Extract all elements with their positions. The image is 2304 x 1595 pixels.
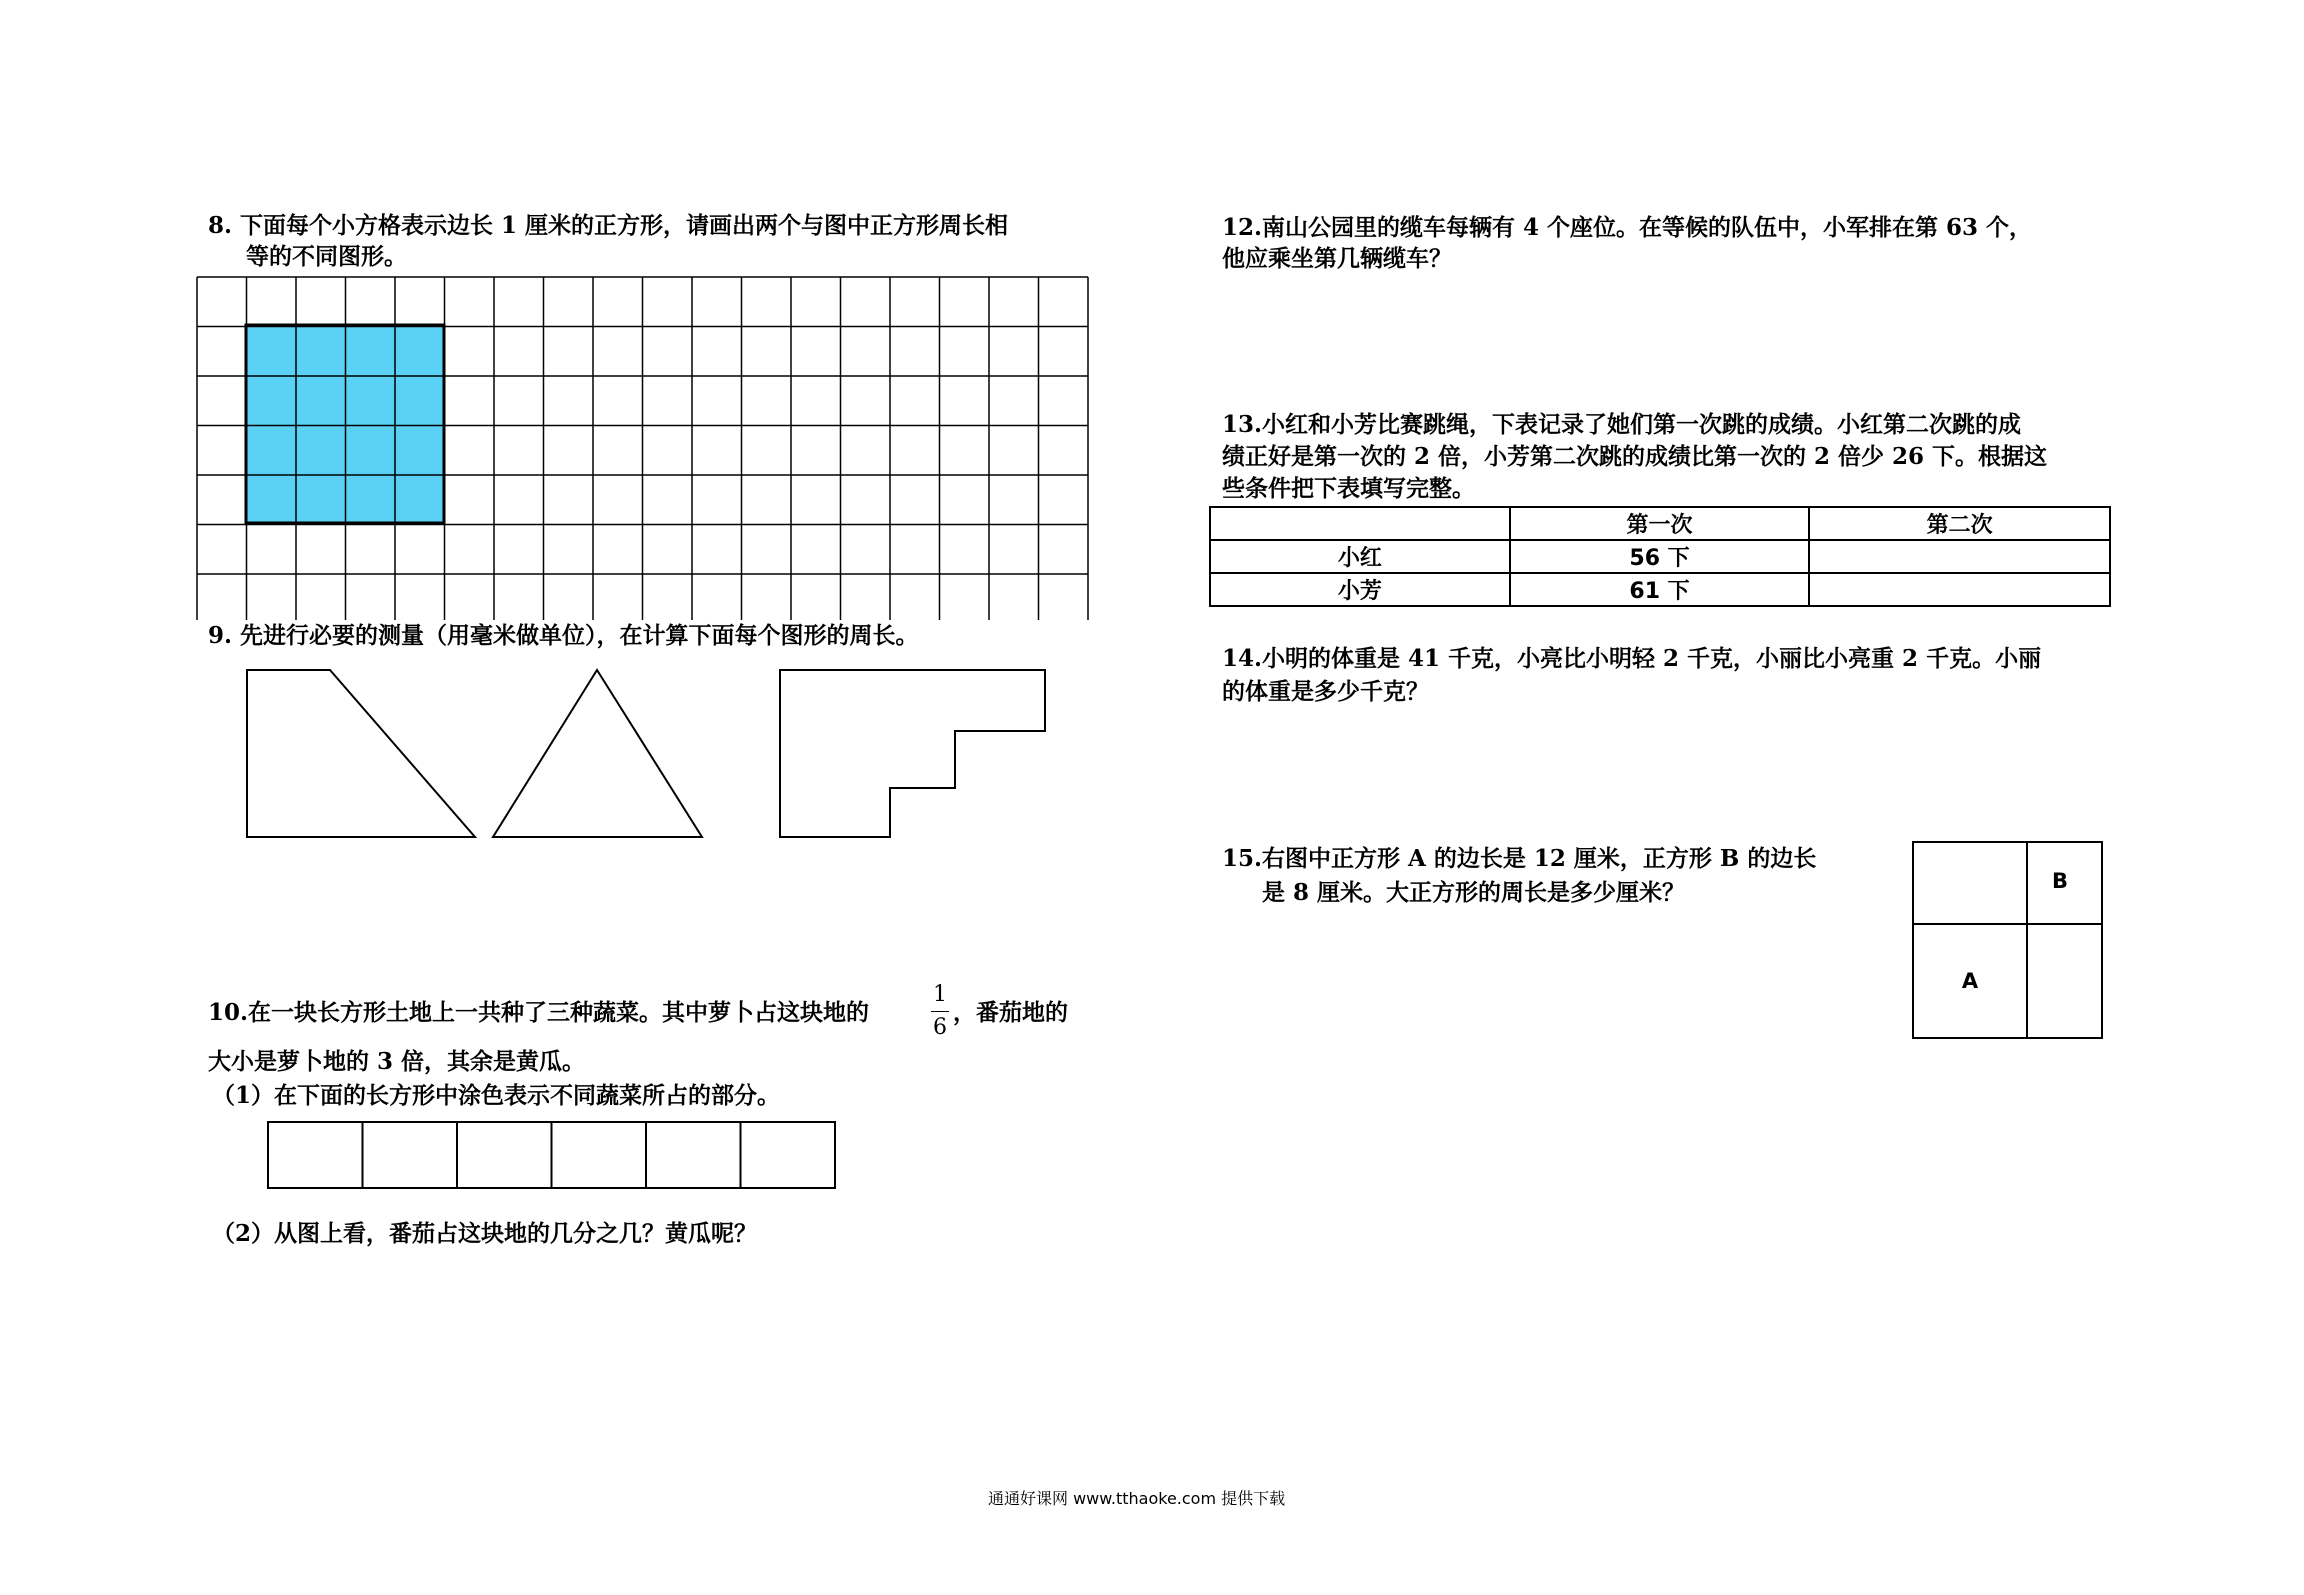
q10-fraction-denominator: 6 (933, 1015, 947, 1040)
q14-text-line2: 的体重是多少千克？ (1222, 678, 1429, 705)
strip-cell[interactable] (741, 1122, 836, 1188)
q15-text-line1: 15.右图中正方形 A 的边长是 12 厘米，正方形 B 的边长 (1222, 845, 1817, 872)
q8-grid (196, 276, 1101, 620)
q10-strip-cells (268, 1122, 835, 1188)
strip-cell[interactable] (363, 1122, 458, 1188)
strip-cell[interactable] (457, 1122, 552, 1188)
q12-text-line1: 12.南山公园里的缆车每辆有 4 个座位。在等候的队伍中，小军排在第 63 个， (1222, 214, 2033, 241)
q15-label-b: B (2051, 869, 2069, 893)
q13-score-table (1209, 506, 2111, 607)
table-cell-second[interactable] (1809, 540, 2110, 573)
q8-text-line1: 8. 下面每个小方格表示边长 1 厘米的正方形，请画出两个与图中正方形周长相 (208, 212, 1009, 239)
q10-fraction-numerator: 1 (933, 982, 947, 1007)
q12-text-line2: 他应乘坐第几辆缆车？ (1222, 245, 1452, 272)
table-row (1210, 540, 2110, 573)
q15-label-a: A (1961, 969, 1979, 993)
q13-text-line1: 13.小红和小芳比赛跳绳，下表记录了她们第一次跳的成绩。小红第二次跳的成 (1222, 411, 2022, 438)
q13-text-line3: 些条件把下表填写完整。 (1222, 475, 1475, 502)
table-row (1210, 573, 2110, 606)
q9-text: 9. 先进行必要的测量（用毫米做单位），在计算下面每个图形的周长。 (208, 622, 919, 649)
table-cell-first: 56 下 (1510, 540, 1810, 573)
strip-cell[interactable] (646, 1122, 741, 1188)
strip-cell[interactable] (268, 1122, 363, 1188)
q9-trapezoid-shape (247, 670, 475, 837)
q10-fraction-bar (931, 1011, 949, 1012)
table-header-cell (1210, 507, 1510, 540)
table-header-row (1210, 507, 2110, 540)
q10-sub1: （1）在下面的长方形中涂色表示不同蔬菜所占的部分。 (212, 1082, 781, 1109)
table-header-cell: 第一次 (1510, 507, 1810, 540)
strip-cell[interactable] (552, 1122, 647, 1188)
q10-text-line1b: ，番茄地的 (953, 999, 1068, 1026)
table-cell-name: 小红 (1210, 540, 1510, 573)
q10-strip (266, 1120, 842, 1192)
q15-squares-figure (1910, 840, 2106, 1040)
q9-shapes (240, 665, 1070, 845)
q10-text-line1a: 10.在一块长方形土地上一共种了三种蔬菜。其中萝卜占这块地的 (208, 999, 870, 1026)
q8-text-line2: 等的不同图形。 (246, 243, 407, 270)
table-cell-name: 小芳 (1210, 573, 1510, 606)
footer-text: 通通好课网 www.tthaoke.com 提供下载 (988, 1489, 1286, 1508)
q9-triangle-shape (493, 670, 702, 837)
q9-staircase-shape (780, 670, 1045, 837)
table-header-cell: 第二次 (1809, 507, 2110, 540)
table-cell-first: 61 下 (1510, 573, 1810, 606)
q10-sub2: （2）从图上看，番茄占这块地的几分之几？黄瓜呢？ (212, 1220, 758, 1247)
q13-text-line2: 绩正好是第一次的 2 倍，小芳第二次跳的成绩比第一次的 2 倍少 26 下。根据这 (1222, 443, 2048, 470)
q10-text-line2: 大小是萝卜地的 3 倍，其余是黄瓜。 (208, 1048, 586, 1075)
q15-text-line2: 是 8 厘米。大正方形的周长是多少厘米？ (1262, 879, 1686, 906)
q15-big-square (1913, 842, 2102, 1038)
table-cell-second[interactable] (1809, 573, 2110, 606)
q14-text-line1: 14.小明的体重是 41 千克，小亮比小明轻 2 千克，小丽比小亮重 2 千克。小丽 (1222, 645, 2042, 672)
